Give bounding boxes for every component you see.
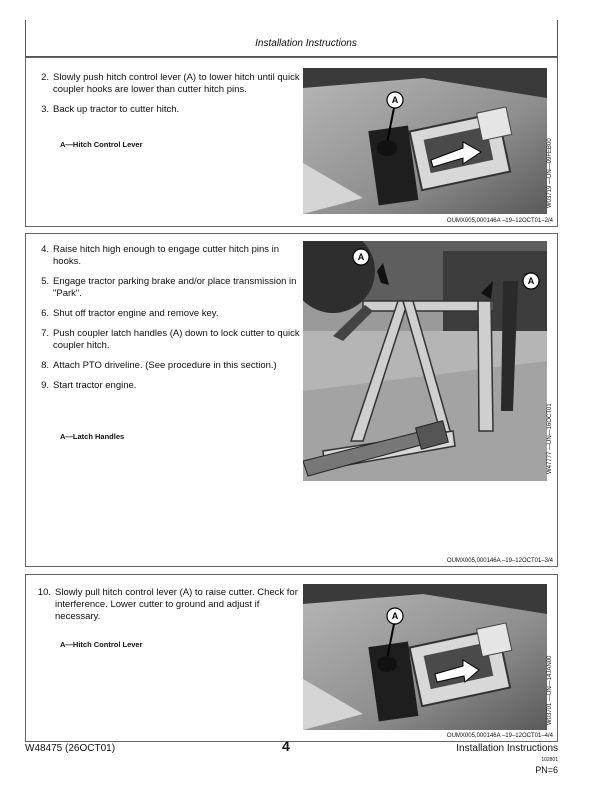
step-text: Back up tractor to cutter hitch. xyxy=(53,104,180,115)
step-item xyxy=(35,276,305,300)
figure-caption: A—Latch Handles xyxy=(60,432,125,441)
step-item xyxy=(35,360,305,372)
step-number: 6. xyxy=(41,308,49,319)
footer-date-code: 102801 xyxy=(541,757,558,763)
step-item xyxy=(35,380,305,392)
step-text: Start tractor engine. xyxy=(53,380,137,391)
step-text: Slowly push hitch control lever (A) to lower hitch until quick coupler hooks are lower than cutter hitch pins. xyxy=(53,72,300,95)
figure-caption: A—Hitch Control Lever xyxy=(60,140,143,149)
step-text: Slowly pull hitch control lever (A) to raise cutter. Check for interference. Lower cutter to ground and adjust if necessary. xyxy=(55,587,298,622)
step-text: Shut off tractor engine and remove key. xyxy=(53,308,219,319)
instruction-section-3 xyxy=(25,574,558,742)
photo-id-label: W03719 —UN—09FEB00 xyxy=(547,138,553,208)
callout-label-a: A xyxy=(391,611,399,621)
step-text: Raise hitch high enough to engage cutter hitch pins in hooks. xyxy=(53,244,280,267)
step-number: 9. xyxy=(41,380,49,391)
raise-cutter-photo xyxy=(303,584,547,730)
footer-section-title: Installation Instructions xyxy=(456,743,558,754)
step-item xyxy=(35,308,305,320)
step-item xyxy=(35,244,305,268)
document-number: W48475 (26OCT01) xyxy=(25,743,116,754)
reference-code: OUMX005,000146A –19–12OCT01–4/4 xyxy=(446,733,553,739)
callout-label-a-left: A xyxy=(357,252,365,262)
step-list xyxy=(35,72,305,124)
step-number: 2. xyxy=(41,72,49,83)
callout-label-a-right: A xyxy=(527,276,535,286)
photo-id-label: W03701 —UN—14JAN00 xyxy=(547,655,553,725)
step-item xyxy=(35,72,305,96)
callout-label-a: A xyxy=(391,95,399,105)
photo-id-label: W47777 —UN—16OCT01 xyxy=(547,403,553,474)
page-header-title: Installation Instructions xyxy=(255,38,357,49)
step-text: Attach PTO driveline. (See procedure in this section.) xyxy=(53,360,277,371)
step-number: 7. xyxy=(41,328,49,339)
figure-caption: A—Hitch Control Lever xyxy=(60,640,143,649)
step-number: 8. xyxy=(41,360,49,371)
step-item xyxy=(35,587,305,623)
step-text: Engage tractor parking brake and/or place transmission in "Park". xyxy=(53,276,297,299)
step-number: 3. xyxy=(41,104,49,115)
hitch-lever-photo xyxy=(303,68,547,214)
instruction-section-2 xyxy=(25,233,558,567)
reference-code: OUMX005,000146A –19–12OCT01–2/4 xyxy=(446,218,553,224)
footer-pn: PN=6 xyxy=(535,765,558,775)
step-item xyxy=(35,104,305,116)
step-list xyxy=(35,244,305,400)
step-number: 5. xyxy=(41,276,49,287)
step-item xyxy=(35,328,305,352)
step-text: Push coupler latch handles (A) down to lock cutter to quick coupler hitch. xyxy=(53,328,300,351)
latch-handles-photo xyxy=(303,241,547,481)
step-list xyxy=(35,587,305,631)
instruction-section-1 xyxy=(25,57,558,227)
page-number: 4 xyxy=(282,738,290,754)
reference-code: OUMX005,000146A –19–12OCT01–3/4 xyxy=(446,558,553,564)
step-number: 10. xyxy=(37,587,51,598)
step-number: 4. xyxy=(41,244,49,255)
